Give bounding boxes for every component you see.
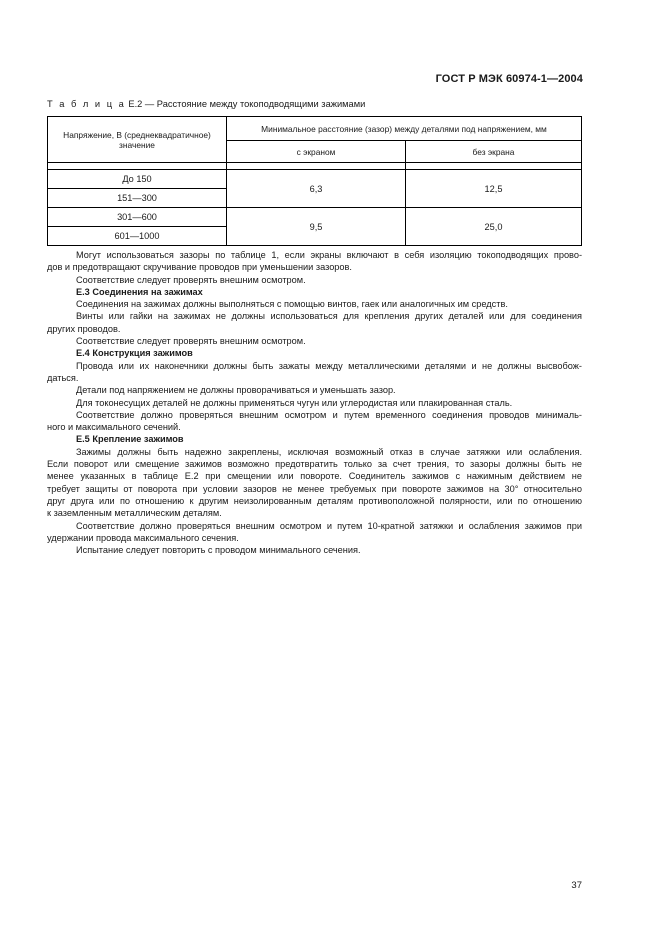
paragraph-line: Провода или их наконечники должны быть зажаты между металлическими деталями и не должны высвобож- bbox=[76, 360, 582, 371]
paragraph-line: Соединения на зажимах должны выполняться с помощью винтов, гаек или аналогичных им средств. bbox=[76, 299, 508, 310]
paragraph-line: Зажимы должны быть надежно закреплены, исключая возможный отказ в случае затяжки или ослабления. bbox=[76, 446, 582, 457]
table-header-separator bbox=[48, 163, 582, 170]
paragraph-line: друг друга или по отношению к другим неизолированным деталям противоположной полярности, или по отношению bbox=[47, 495, 582, 506]
table-caption-text: Е.2 — Расстояние между токоподводящими зажимами bbox=[128, 99, 366, 109]
section-heading: Е.5 Крепление зажимов bbox=[76, 434, 184, 445]
body-text bbox=[47, 249, 582, 556]
voltage-cell: 601—1000 bbox=[48, 227, 227, 246]
paragraph-line: Для токонесущих деталей не должны применяться чугун или углеродистая или плакированная сталь. bbox=[76, 397, 513, 408]
paragraph-line: Винты или гайки на зажимах не должны использоваться для крепления других деталей или для соединения bbox=[76, 311, 582, 322]
paragraph-line: Соответствие должно проверяться внешним осмотром и путем временного соединения проводов минималь- bbox=[76, 409, 582, 420]
value-without-screen-cell: 12,5 bbox=[406, 170, 582, 208]
voltage-cell: 151—300 bbox=[48, 189, 227, 208]
section-heading: Е.4 Конструкция зажимов bbox=[76, 348, 193, 359]
paragraph-line: Соответствие должно проверяться внешним осмотром и путем 10-кратной затяжки и ослабления зажимов при bbox=[76, 520, 582, 531]
table-row bbox=[48, 208, 582, 227]
page-number: 37 bbox=[571, 880, 582, 891]
paragraph-line: других проводов. bbox=[47, 323, 121, 334]
paragraph-line: Испытание следует повторить с проводом минимального сечения. bbox=[76, 545, 361, 556]
value-without-screen-cell: 25,0 bbox=[406, 208, 582, 246]
value-with-screen-cell: 6,3 bbox=[227, 170, 406, 208]
document-code-header: ГОСТ Р МЭК 60974-1—2004 bbox=[435, 73, 583, 85]
col-header-voltage: Напряжение, В (среднеквадратичное) значение bbox=[48, 117, 227, 163]
subheader-without-screen: без экрана bbox=[406, 141, 582, 163]
paragraph-line: удержании провода максимального сечения. bbox=[47, 532, 239, 543]
paragraph-line: ного и максимального сечений. bbox=[47, 422, 181, 433]
col-header-distance: Минимальное расстояние (зазор) между деталями под напряжением, мм bbox=[227, 117, 582, 141]
voltage-cell: До 150 bbox=[48, 170, 227, 189]
paragraph-line: Соответствие следует проверять внешним осмотром. bbox=[76, 274, 306, 285]
clearance-table bbox=[47, 116, 582, 246]
section-heading: Е.3 Соединения на зажимах bbox=[76, 286, 203, 297]
paragraph-line: требует защиты от поворота при условии зазоров не менее требуемых при повороте зажимов на 30° относительно bbox=[47, 483, 582, 494]
voltage-cell: 301—600 bbox=[48, 208, 227, 227]
paragraph-line: Если поворот или смещение зажимов возможно предотвратить только за счет трения, то зазоры должны быть не bbox=[47, 459, 582, 470]
paragraph-line: к заземленным металлическим деталям. bbox=[47, 508, 222, 519]
table-caption bbox=[47, 99, 365, 109]
paragraph-line: Детали под напряжением не должны проворачиваться и уменьшать зазор. bbox=[76, 385, 396, 396]
table-row bbox=[48, 170, 582, 189]
paragraph-line: Соответствие следует проверять внешним осмотром. bbox=[76, 336, 306, 347]
value-with-screen-cell: 9,5 bbox=[227, 208, 406, 246]
paragraph-line: дов и предотвращают скручивание проводов при уменьшении зазоров. bbox=[47, 262, 352, 273]
paragraph-line: Могут использоваться зазоры по таблице 1, если экраны включают в себя изоляцию токоподводящих прово- bbox=[76, 250, 582, 260]
table-caption-prefix: Т а б л и ц а bbox=[47, 99, 126, 109]
paragraph-line: менее указанных в таблице Е.2 при смещении или повороте. Соединитель зажимов с нажимным действием не bbox=[47, 471, 582, 482]
paragraph-line: даться. bbox=[47, 372, 79, 383]
subheader-with-screen: с экраном bbox=[227, 141, 406, 163]
